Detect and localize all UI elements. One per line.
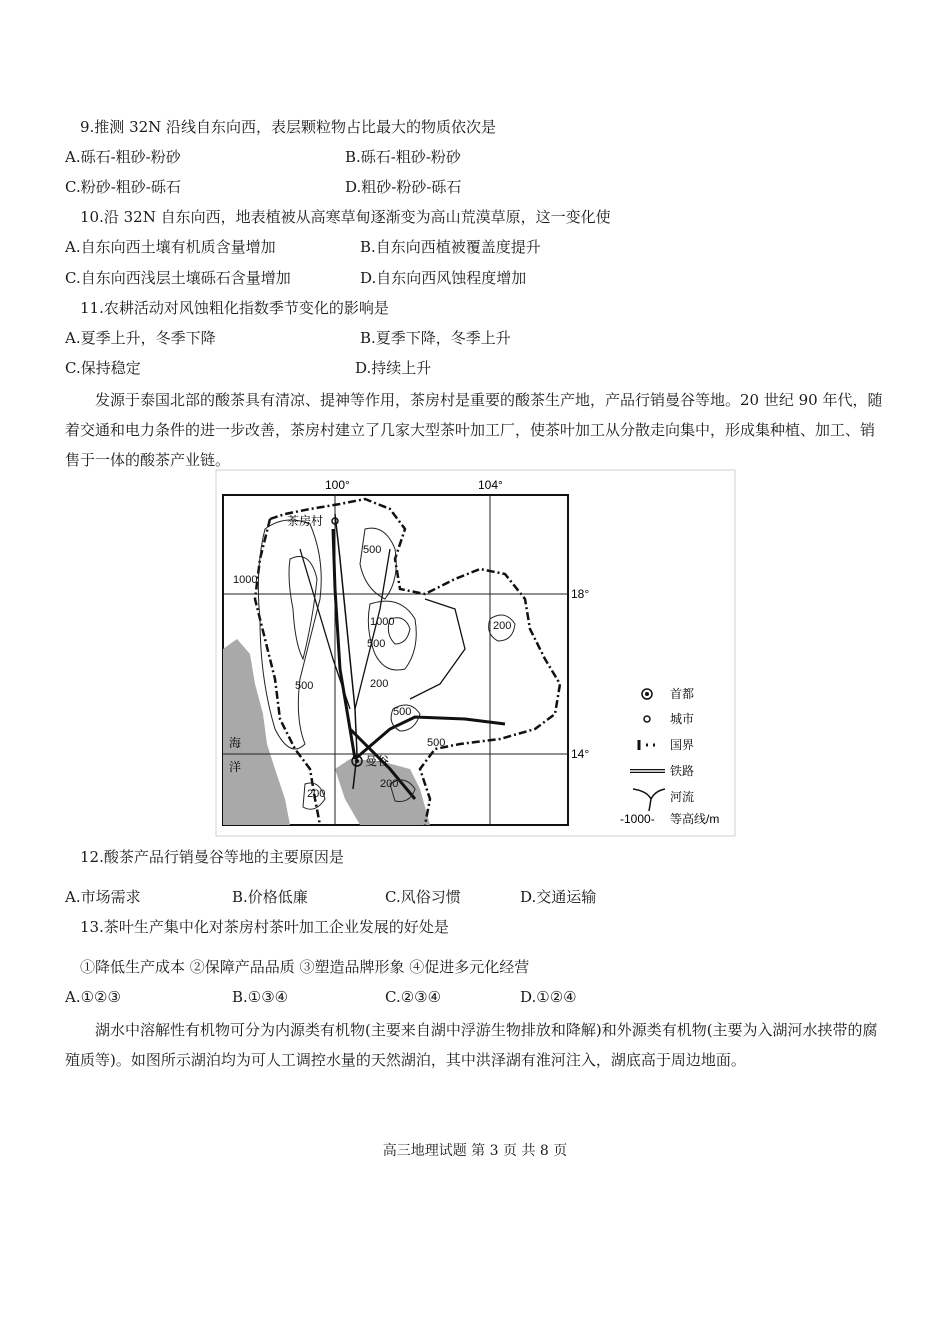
q13-option-a: A.①②③ — [65, 988, 121, 1006]
q11-stem: 11.农耕活动对风蚀粗化指数季节变化的影响是 — [80, 299, 389, 317]
q13-option-b: B.①③④ — [232, 988, 289, 1006]
q12-stem: 12.酸茶产品行销曼谷等地的主要原因是 — [80, 848, 344, 866]
q12-option-a: A.市场需求 — [65, 888, 141, 906]
legend-capital: 首都 — [670, 687, 695, 701]
q12-option-d: D.交通运输 — [520, 888, 597, 906]
q9-option-b: B.砾石-粗砂-粉砂 — [345, 148, 461, 166]
page-footer: 高三地理试题 第 3 页 共 8 页 — [382, 1143, 568, 1159]
contour-icon: -1000- — [620, 812, 655, 826]
q12-option-c: C.风俗习惯 — [385, 888, 461, 906]
sea-label-1: 海 — [229, 736, 242, 750]
passage-lake-organic: 湖水中溶解性有机物可分为内源类有机物(主要来自湖中浮游生物排放和降解)和外源类有机物(主要为入湖河水挟带的腐殖质等)。如图所示湖泊均为可人工调控水量的天然湖泊，其中洪泽湖有淮河注入，湖底高于周边地面。 — [65, 1021, 878, 1069]
contour-label-200: 200 — [370, 678, 389, 690]
q11-option-d: D.持续上升 — [355, 359, 432, 377]
legend-city: 城市 — [670, 712, 695, 726]
capital-marker-dot — [355, 759, 359, 763]
q11-option-b: B.夏季下降，冬季上升 — [360, 329, 511, 347]
contour-label-200: 200 — [380, 778, 399, 790]
contour-label-500: 500 — [295, 680, 314, 692]
q9-option-d: D.粗砂-粉砂-砾石 — [345, 178, 462, 196]
q13-stem: 13.茶叶生产集中化对茶房村茶叶加工企业发展的好处是 — [80, 918, 449, 936]
q10-option-c: C.自东向西浅层土壤砾石含量增加 — [65, 269, 291, 287]
q10-option-b: B.自东向西植被覆盖度提升 — [360, 238, 541, 256]
contour-label-500: 500 — [363, 544, 382, 556]
q9-stem: 9.推测 32N 沿线自东向西，表层颗粒物占比最大的物质依次是 — [80, 118, 497, 136]
lat-label-18: 18° — [571, 587, 590, 601]
passage-sour-tea: 发源于泰国北部的酸茶具有清凉、提神等作用，茶房村是重要的酸茶生产地，产品行销曼谷等地。20 世纪 90 年代，随着交通和电力条件的进一步改善，茶房村建立了几家大型茶叶加工厂，使茶叶加工从分散走向集中，形成集种植、加工、销售于一体的酸茶产业链。 — [65, 391, 883, 469]
contour-label-500: 500 — [393, 706, 412, 718]
legend-river: 河流 — [670, 790, 695, 804]
legend-border: 国界 — [670, 738, 695, 752]
legend-contour: 等高线/m — [670, 812, 720, 826]
contour-label-1000: 1000 — [233, 574, 258, 586]
q10-option-a: A.自东向西土壤有机质含量增加 — [65, 238, 276, 256]
q11-option-c: C.保持稳定 — [65, 359, 141, 377]
thailand-map — [215, 469, 736, 837]
contour-label-500: 500 — [427, 737, 446, 749]
contour-label-200: 200 — [307, 788, 326, 800]
q10-stem: 10.沿 32N 自东向西，地表植被从高寒草甸逐渐变为高山荒漠草原，这一变化使 — [80, 208, 611, 226]
q13-option-c: C.②③④ — [385, 988, 442, 1006]
lon-label-104: 104° — [478, 478, 503, 492]
q13-option-d: D.①②④ — [520, 988, 577, 1006]
village-label: 茶房村 — [287, 514, 324, 528]
contour-label-500: 500 — [367, 638, 386, 650]
lat-label-14: 14° — [571, 747, 590, 761]
q11-option-a: A.夏季上升，冬季下降 — [65, 329, 216, 347]
legend-railway: 铁路 — [670, 764, 695, 778]
q9-option-c: C.粉砂-粗砂-砾石 — [65, 178, 181, 196]
q13-items: ①降低生产成本 ②保障产品品质 ③塑造品牌形象 ④促进多元化经营 — [80, 958, 530, 976]
q10-option-d: D.自东向西风蚀程度增加 — [360, 269, 527, 287]
contour-label-200: 200 — [493, 620, 512, 632]
q12-option-b: B.价格低廉 — [232, 888, 308, 906]
sea-label-2: 洋 — [229, 760, 242, 774]
contour-label-1000: 1000 — [370, 616, 395, 628]
capital-label: 曼谷 — [365, 754, 390, 768]
lon-label-100: 100° — [325, 478, 350, 492]
q9-option-a: A.砾石-粗砂-粉砂 — [65, 148, 181, 166]
map-svg — [215, 469, 736, 837]
